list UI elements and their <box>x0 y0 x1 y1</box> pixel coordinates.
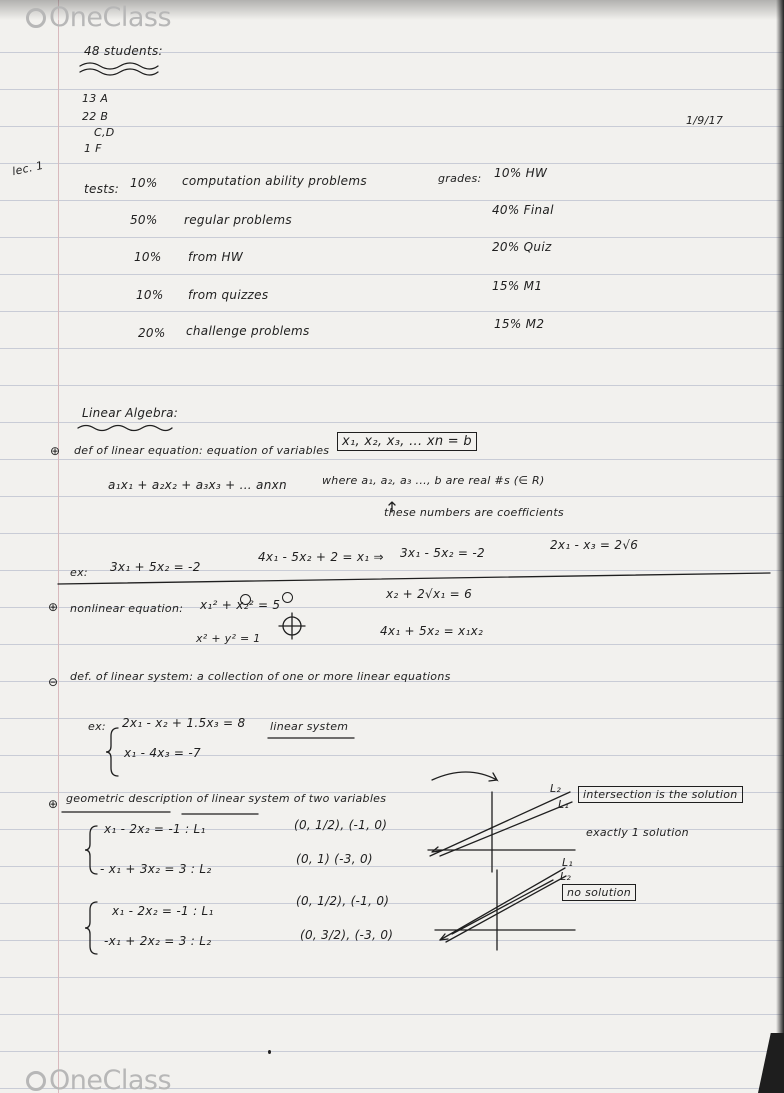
students-line: C,D <box>94 126 115 139</box>
graph1-label: L₂ <box>550 782 562 795</box>
bullet-icon: ⊕ <box>48 600 59 614</box>
nonlinear-label: nonlinear equation: <box>70 602 184 615</box>
system-brace <box>106 728 118 776</box>
nonlinear-equation: x² + y² = 1 <box>196 632 261 645</box>
coefficient-note: these numbers are coefficients <box>384 506 564 519</box>
circled-2-icon <box>240 594 251 605</box>
oneclass-logo-bottom: OneClass <box>26 1065 171 1093</box>
linear-system-note: linear system <box>270 720 349 733</box>
graph-2 <box>435 868 575 950</box>
test-description: regular problems <box>184 213 292 227</box>
curved-arrow <box>432 772 497 781</box>
system2-equation: x₁ - 2x₂ = -1 : L₁ <box>112 904 214 918</box>
test-percent: 50% <box>130 213 158 227</box>
graph1-label: L₁ <box>558 798 570 811</box>
system1-note: exactly 1 solution <box>586 826 689 839</box>
system-equation: 2x₁ - x₂ + 1.5x₃ = 8 <box>122 716 246 730</box>
oneclass-logo-top: OneClass <box>26 2 171 33</box>
grade-row: 15% M2 <box>494 317 545 331</box>
system1-points: (0, 1/2), (-1, 0) <box>294 818 388 832</box>
system2-equation: -x₁ + 2x₂ = 3 : L₂ <box>104 934 212 948</box>
grades-label: grades: <box>438 172 482 185</box>
bullet-icon: ⊕ <box>50 444 61 458</box>
example-equation: 3x₁ - 5x₂ = -2 <box>400 546 485 560</box>
system2-points: (0, 3/2), (-3, 0) <box>300 928 394 942</box>
grade-row: 20% Quiz <box>492 240 552 254</box>
example-equation: 2x₁ - x₃ = 2√6 <box>550 538 639 552</box>
system-example-label: ex: <box>88 720 106 733</box>
nonlinear-equation: x₁² + x₂² = 5 <box>200 598 281 612</box>
grade-row: 15% M1 <box>492 279 543 293</box>
students-line: 1 F <box>84 142 102 155</box>
students-line: 22 B <box>82 110 109 123</box>
grade-row: 40% Final <box>492 203 554 217</box>
tests-label: tests: <box>84 182 120 196</box>
system2-brace <box>85 902 97 954</box>
example-underline <box>58 573 770 584</box>
system2-boxed-note: no solution <box>562 886 636 899</box>
boxed-equation: x₁, x₂, x₃, ... xn = b <box>337 434 477 449</box>
date: 1/9/17 <box>686 114 724 127</box>
ink-dot <box>268 1050 271 1054</box>
test-percent: 20% <box>138 326 166 340</box>
lecture-label: lec. 1 <box>10 158 45 179</box>
linear-algebra-heading: Linear Algebra: <box>82 406 179 420</box>
circled-2-icon <box>282 592 293 603</box>
def-linear-equation: def of linear equation: equation of variables <box>74 444 330 457</box>
system1-points: (0, 1) (-3, 0) <box>296 852 373 866</box>
students-underline-2 <box>80 69 158 75</box>
geometric-heading: geometric description of linear system of two variables <box>66 792 387 805</box>
students-title: 48 students: <box>84 44 163 58</box>
crosshair-symbol <box>279 613 305 639</box>
test-description: from HW <box>188 250 243 264</box>
system1-brace <box>85 826 97 874</box>
test-percent: 10% <box>134 250 162 264</box>
linear-sum-equation: a₁x₁ + a₂x₂ + a₃x₃ + ... anxn <box>108 478 287 492</box>
test-description: from quizzes <box>188 288 269 302</box>
linear-algebra-underline <box>78 426 172 431</box>
students-underline <box>80 63 158 69</box>
grade-row: 10% HW <box>494 166 548 180</box>
example-label: ex: <box>70 566 88 579</box>
test-percent: 10% <box>136 288 164 302</box>
example-equation: 3x₁ + 5x₂ = -2 <box>110 560 201 574</box>
system1-boxed-note: intersection is the solution <box>578 788 743 801</box>
def-linear-system: def. of linear system: a collection of one or more linear equations <box>70 670 451 683</box>
graph2-label: L₂ <box>560 870 572 883</box>
test-description: computation ability problems <box>182 174 367 188</box>
system1-equation: x₁ - 2x₂ = -1 : L₁ <box>104 822 206 836</box>
system1-equation: - x₁ + 3x₂ = 3 : L₂ <box>100 862 212 876</box>
students-line: 13 A <box>82 92 109 105</box>
nonlinear-equation: 4x₁ + 5x₂ = x₁x₂ <box>380 624 484 638</box>
where-text: where a₁, a₂, a₃ ..., b are real #s (∈ R) <box>322 474 545 487</box>
nonlinear-equation: x₂ + 2√x₁ = 6 <box>386 587 473 601</box>
test-description: challenge problems <box>186 324 310 338</box>
test-percent: 10% <box>130 176 158 190</box>
graph2-label: L₁ <box>562 856 574 869</box>
example-equation: 4x₁ - 5x₂ + 2 = x₁ ⇒ <box>258 550 384 564</box>
graph-1 <box>428 792 575 872</box>
system-equation: x₁ - 4x₃ = -7 <box>124 746 201 760</box>
bullet-icon: ⊕ <box>48 797 59 811</box>
bullet-icon: ⊖ <box>48 675 59 689</box>
system2-points: (0, 1/2), (-1, 0) <box>296 894 390 908</box>
